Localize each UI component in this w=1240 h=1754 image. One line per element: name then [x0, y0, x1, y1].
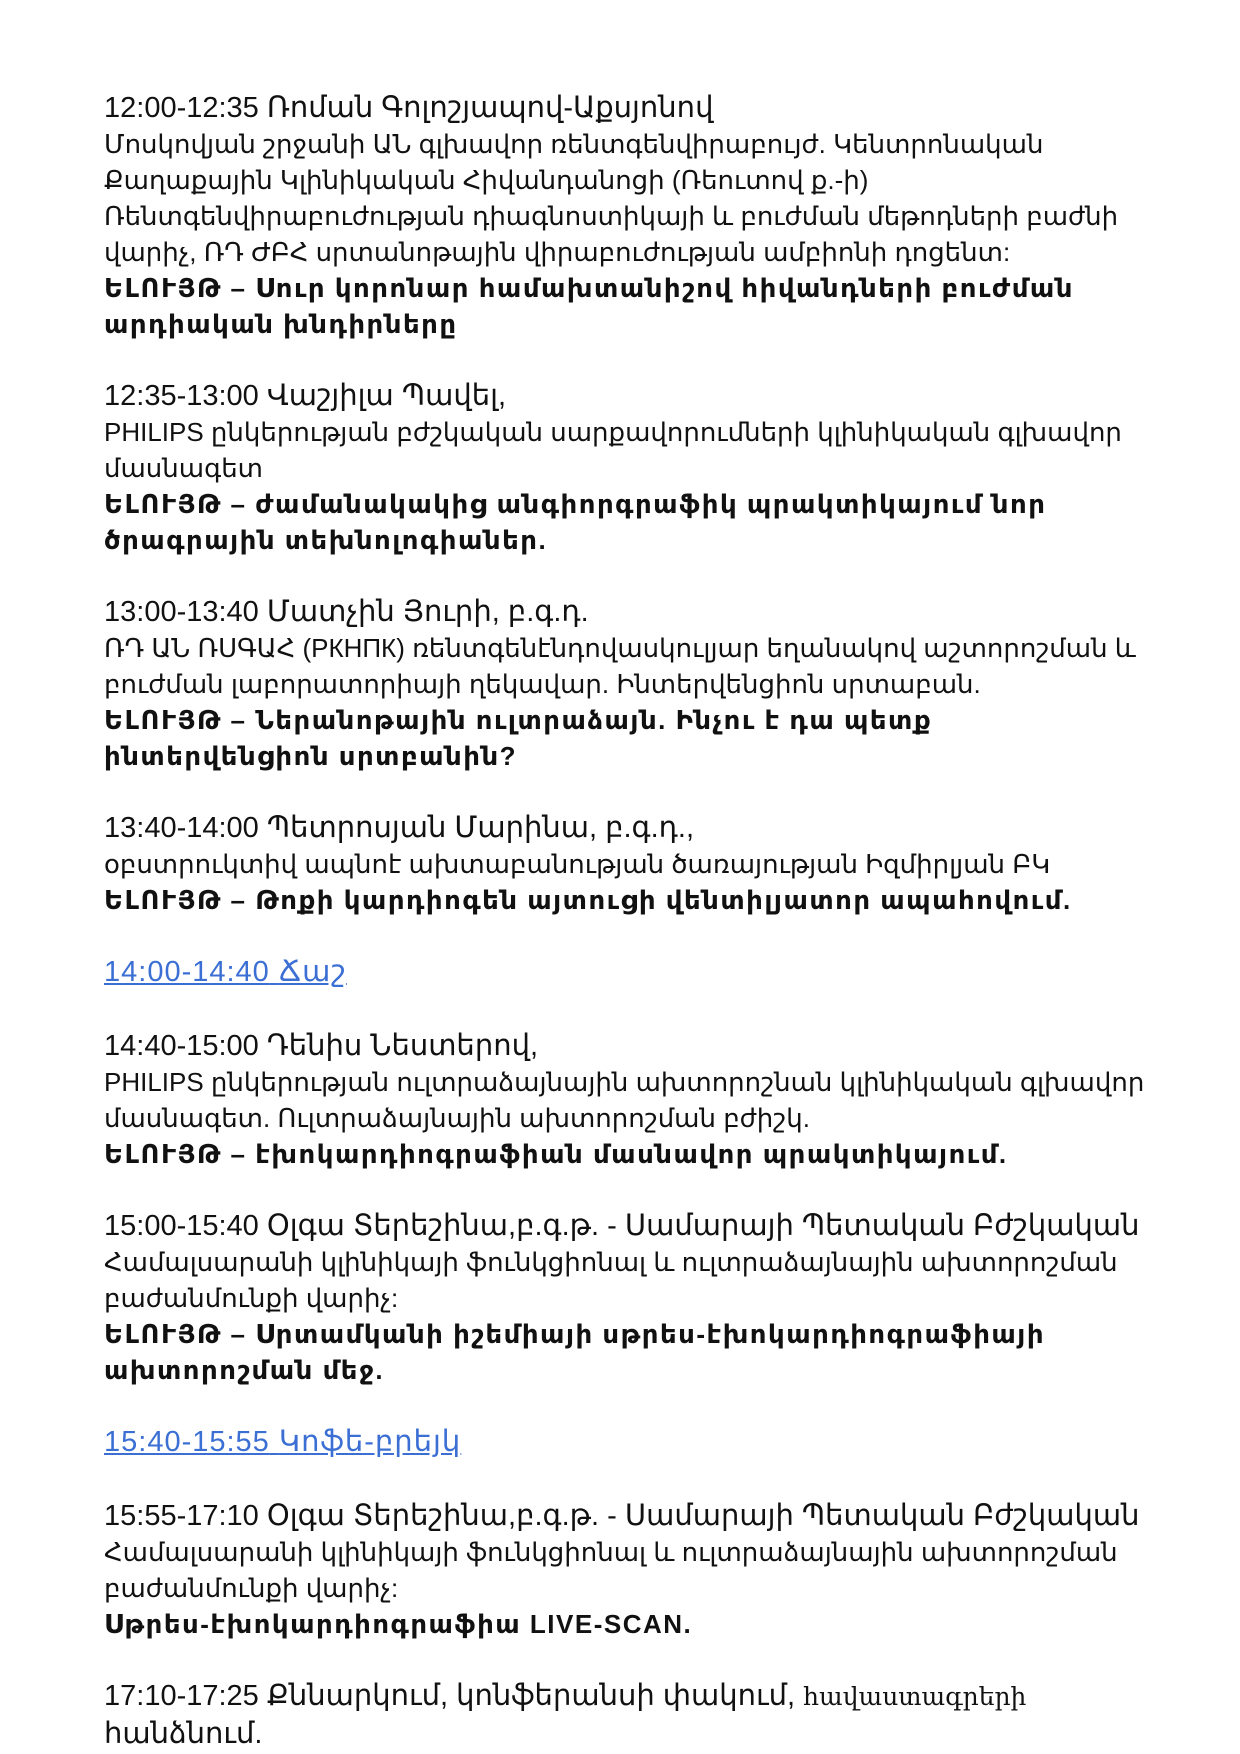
session-talk-title: ԵԼՈՒՅԹ – էխոկարդիոգրաֆիան մասնավոր պրակտիկայում.: [104, 1139, 1008, 1169]
closing-line: [104, 1678, 1164, 1752]
session-block: [104, 1498, 1164, 1642]
session-block: [104, 378, 1164, 558]
coffee-label: Կոֆե-բրեյկ: [278, 1426, 462, 1458]
lunch-label: Ճաշ: [278, 956, 347, 988]
session-speaker-description: ՌԴ ԱՆ ՌՍԳԱՀ (РКНПК) ռենտգենէնդովասկուլյար եղանակով աշտորոշման և բուժման լաբորատորիայի ղեկավար. Ինտերվենցիոն սրտաբան.: [104, 633, 1136, 699]
session-speaker: Վաշյիլա Պավել,: [266, 380, 507, 412]
session-speaker-description: Համալսարանի կլինիկայի ֆունկցիոնալ և ուլտրաձայնային ախտորոշման բաժանմունքի վարիչ:: [104, 1537, 1118, 1603]
session-time: 13:40-14:00: [104, 812, 259, 844]
closing-handover: հանձնում.: [104, 1718, 263, 1750]
session-block: [104, 90, 1164, 342]
session-block: [104, 810, 1164, 918]
coffee-break-link[interactable]: [104, 1424, 1164, 1460]
session-time: 14:40-15:00: [104, 1030, 259, 1062]
session-speaker: Մատչին Յուրի, բ.գ.դ.: [266, 596, 589, 628]
session-header: [104, 810, 1164, 846]
session-speaker: Ռոման Գոլոշյապով-Աքսյոնով: [266, 92, 714, 124]
session-header: [104, 378, 1164, 414]
closing-time: 17:10-17:25: [104, 1680, 259, 1712]
closing-block: [104, 1678, 1164, 1752]
coffee-time: 15:40-15:55: [104, 1426, 270, 1458]
session-speaker-description: օբստրուկտիվ ապնոէ ախտաբանության ծառայության Իզմիրլյան ԲԿ: [104, 849, 1051, 879]
session-talk-title: ԵԼՈՒՅԹ – Սուր կորոնար համախտանիշով հիվանդների բուժման արդիական խնդիրները: [104, 273, 1075, 339]
program-page: [104, 90, 1164, 1752]
session-talk-title: ԵԼՈՒՅԹ – ժամանակակից անգիորգրաֆիկ պրակտիկայում նոր ծրագրային տեխնոլոգիաներ.: [104, 489, 1047, 555]
session-time: 12:35-13:00: [104, 380, 259, 412]
lunch-time: 14:00-14:40: [104, 956, 270, 988]
session-block: [104, 1208, 1164, 1388]
session-header: [104, 90, 1164, 126]
session-talk-title: Սթրես-էխոկարդիոգրաֆիա LIVE-SCAN.: [104, 1609, 693, 1639]
session-header: [104, 594, 1164, 630]
session-speaker: Դենիս Նեստերով,: [266, 1030, 539, 1062]
session-header: [104, 1208, 1164, 1244]
session-speaker-description: PHILIPS ընկերության ուլտրաձայնային ախտորոշնան կլինիկական գլխավոր մասնագետ. Ուլտրաձայնային ախտորոշման բժիշկ.: [104, 1067, 1145, 1133]
session-time: 15:55-17:10: [104, 1500, 259, 1532]
session-block: [104, 1028, 1164, 1172]
session-speaker-description: Համալսարանի կլինիկայի ֆունկցիոնալ և ուլտրաձայնային ախտորոշման բաժանմունքի վարիչ:: [104, 1247, 1118, 1313]
session-header: [104, 1498, 1164, 1534]
closing-certificates: հավաստագրերի: [803, 1684, 1027, 1711]
session-header: [104, 1028, 1164, 1064]
session-block: [104, 594, 1164, 774]
session-talk-title: ԵԼՈՒՅԹ – Թոքի կարդիոգեն այտուցի վենտիլյատոր ապահովում.: [104, 885, 1072, 915]
session-talk-title: ԵԼՈՒՅԹ – Սրտամկանի իշեմիայի սթրես-էխոկարդիոգրաֆիայի ախտորոշման մեջ.: [104, 1319, 1046, 1385]
session-talk-title: ԵԼՈՒՅԹ – Ներանոթային ուլտրաձայն. Ինչու է դա պետք ինտերվենցիոն սրտբանին?: [104, 705, 933, 771]
session-speaker-description: PHILIPS ընկերության բժշկական սարքավորումների կլինիկական գլխավոր մասնագետ: [104, 417, 1122, 483]
session-speaker-description: Մոսկովյան շրջանի ԱՆ գլխավոր ռենտգենվիրաբույժ. Կենտրոնական Քաղաքային Կլինիկական Հիվանդանոցի (Ռեուտով ք.-ի) Ռենտգենվիրաբուժության դիագնոստիկայի և բուժման մեթոդների բաժնի վարիչ, ՌԴ ԺԲՀ սրտանոթային վիրաբուժության ամբիոնի դոցենտ:: [104, 129, 1119, 267]
session-time: 15:00-15:40: [104, 1210, 259, 1242]
lunch-break-link[interactable]: [104, 954, 1164, 990]
session-time: 12:00-12:35: [104, 92, 259, 124]
session-speaker: Օլգա Տերեշինա,բ.գ.թ. - Սամարայի Պետական Բժշկական: [266, 1210, 1140, 1242]
session-speaker: Օլգա Տերեշինա,բ.գ.թ. - Սամարայի Պետական Բժշկական: [266, 1500, 1140, 1532]
session-speaker: Պետրոսյան Մարինա, բ.գ.դ.,: [266, 812, 695, 844]
session-time: 13:00-13:40: [104, 596, 259, 628]
closing-text: Քննարկում, կոնֆերանսի փակում,: [266, 1680, 796, 1712]
